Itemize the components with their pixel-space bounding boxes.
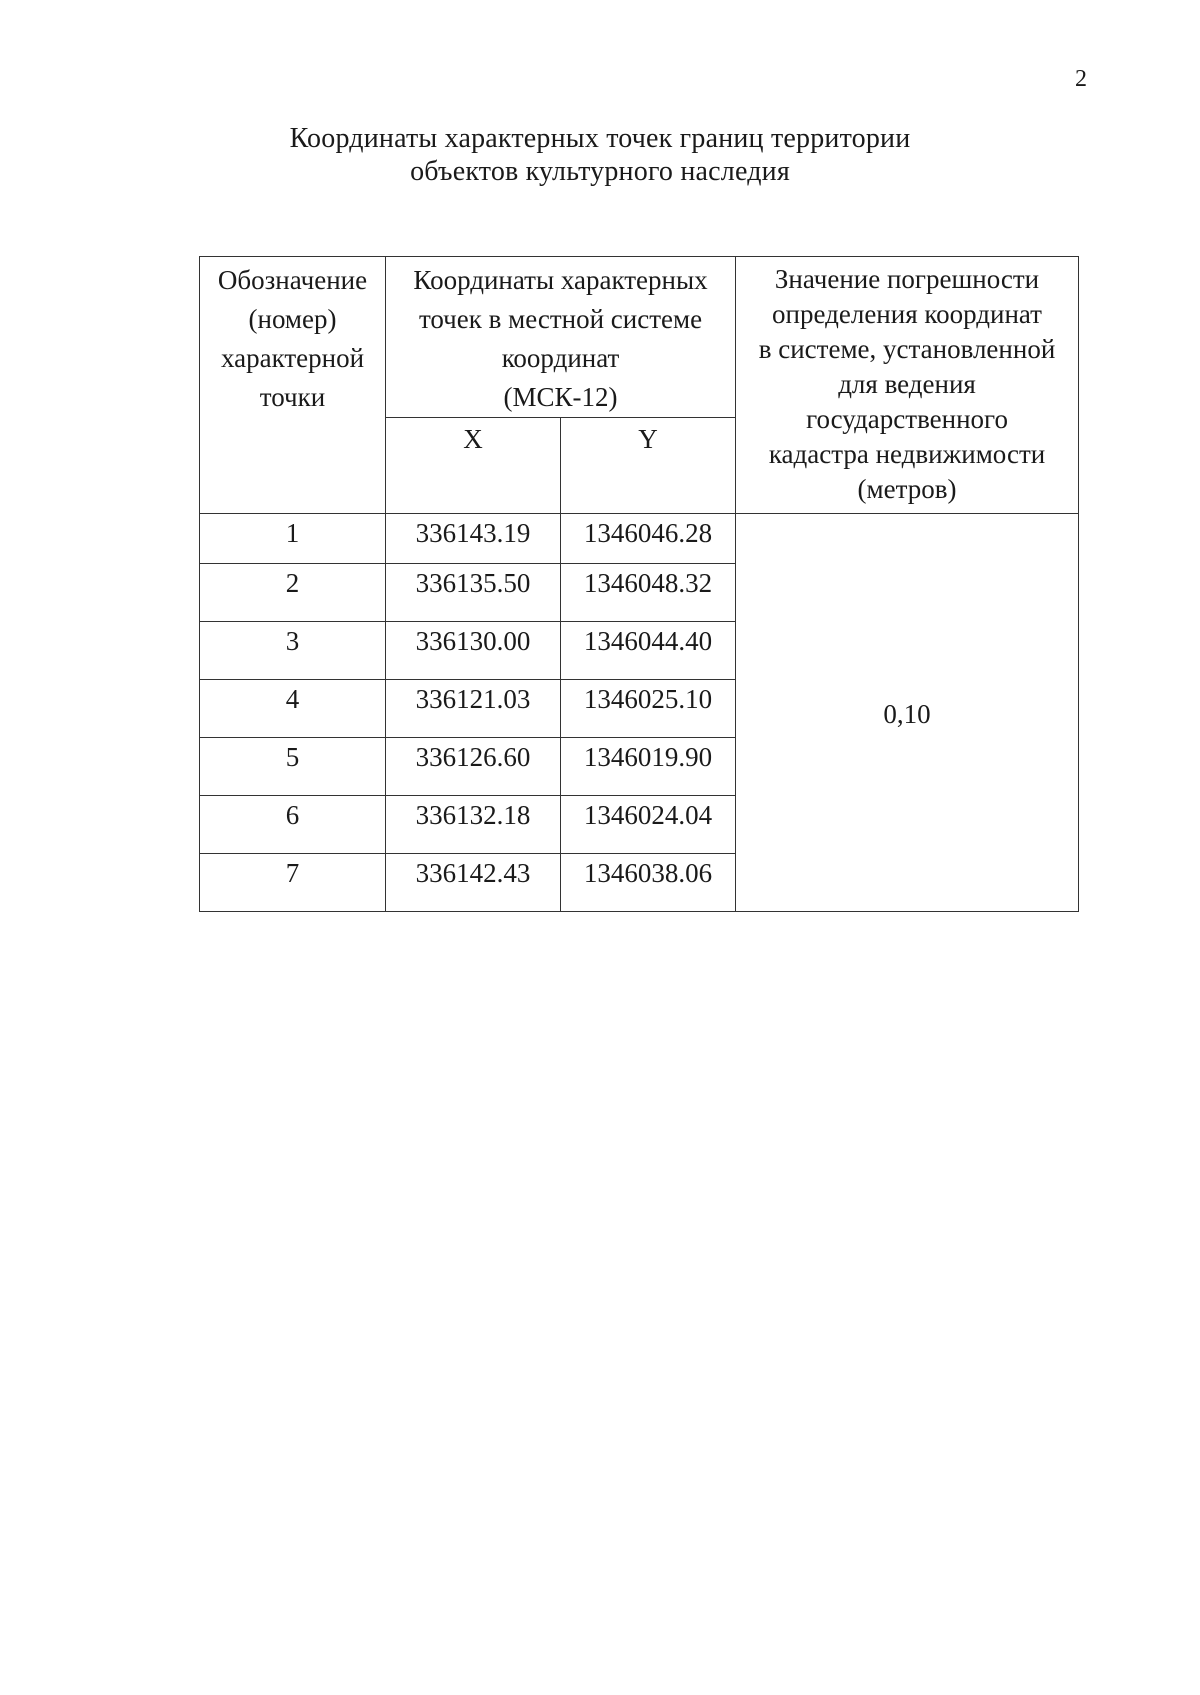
cell-y: 1346019.90 [561,738,736,796]
cell-y: 1346044.40 [561,622,736,680]
cell-y: 1346046.28 [561,514,736,564]
cell-x: 336143.19 [386,514,561,564]
header-y: Y [561,418,736,514]
header-error-value: Значение погрешности определения координат в системе, установленной для ведения государственного кадастра недвижимости (метров) [736,257,1079,514]
table-row [200,514,1079,564]
table-header-row [200,257,1079,418]
cell-point: 3 [200,622,386,680]
header-coordinates: Координаты характерных точек в местной системе координат (МСК-12) [386,257,736,418]
coordinates-table [199,256,1079,912]
cell-x: 336130.00 [386,622,561,680]
cell-x: 336121.03 [386,680,561,738]
cell-point: 1 [200,514,386,564]
cell-x: 336126.60 [386,738,561,796]
cell-error-value: 0,10 [736,514,1079,912]
cell-point: 6 [200,796,386,854]
cell-y: 1346025.10 [561,680,736,738]
header-x: X [386,418,561,514]
cell-x: 336135.50 [386,564,561,622]
document-title-line-2: объектов культурного наследия [410,156,790,187]
document-title [0,122,1200,188]
cell-point: 5 [200,738,386,796]
cell-point: 2 [200,564,386,622]
cell-y: 1346024.04 [561,796,736,854]
page-number: 2 [1075,66,1087,92]
cell-point: 7 [200,854,386,912]
document-title-line-1: Координаты характерных точек границ территории [289,123,911,154]
cell-x: 336132.18 [386,796,561,854]
header-point-number: Обозначение (номер) характерной точки [200,257,386,514]
cell-y: 1346038.06 [561,854,736,912]
cell-point: 4 [200,680,386,738]
cell-x: 336142.43 [386,854,561,912]
cell-y: 1346048.32 [561,564,736,622]
